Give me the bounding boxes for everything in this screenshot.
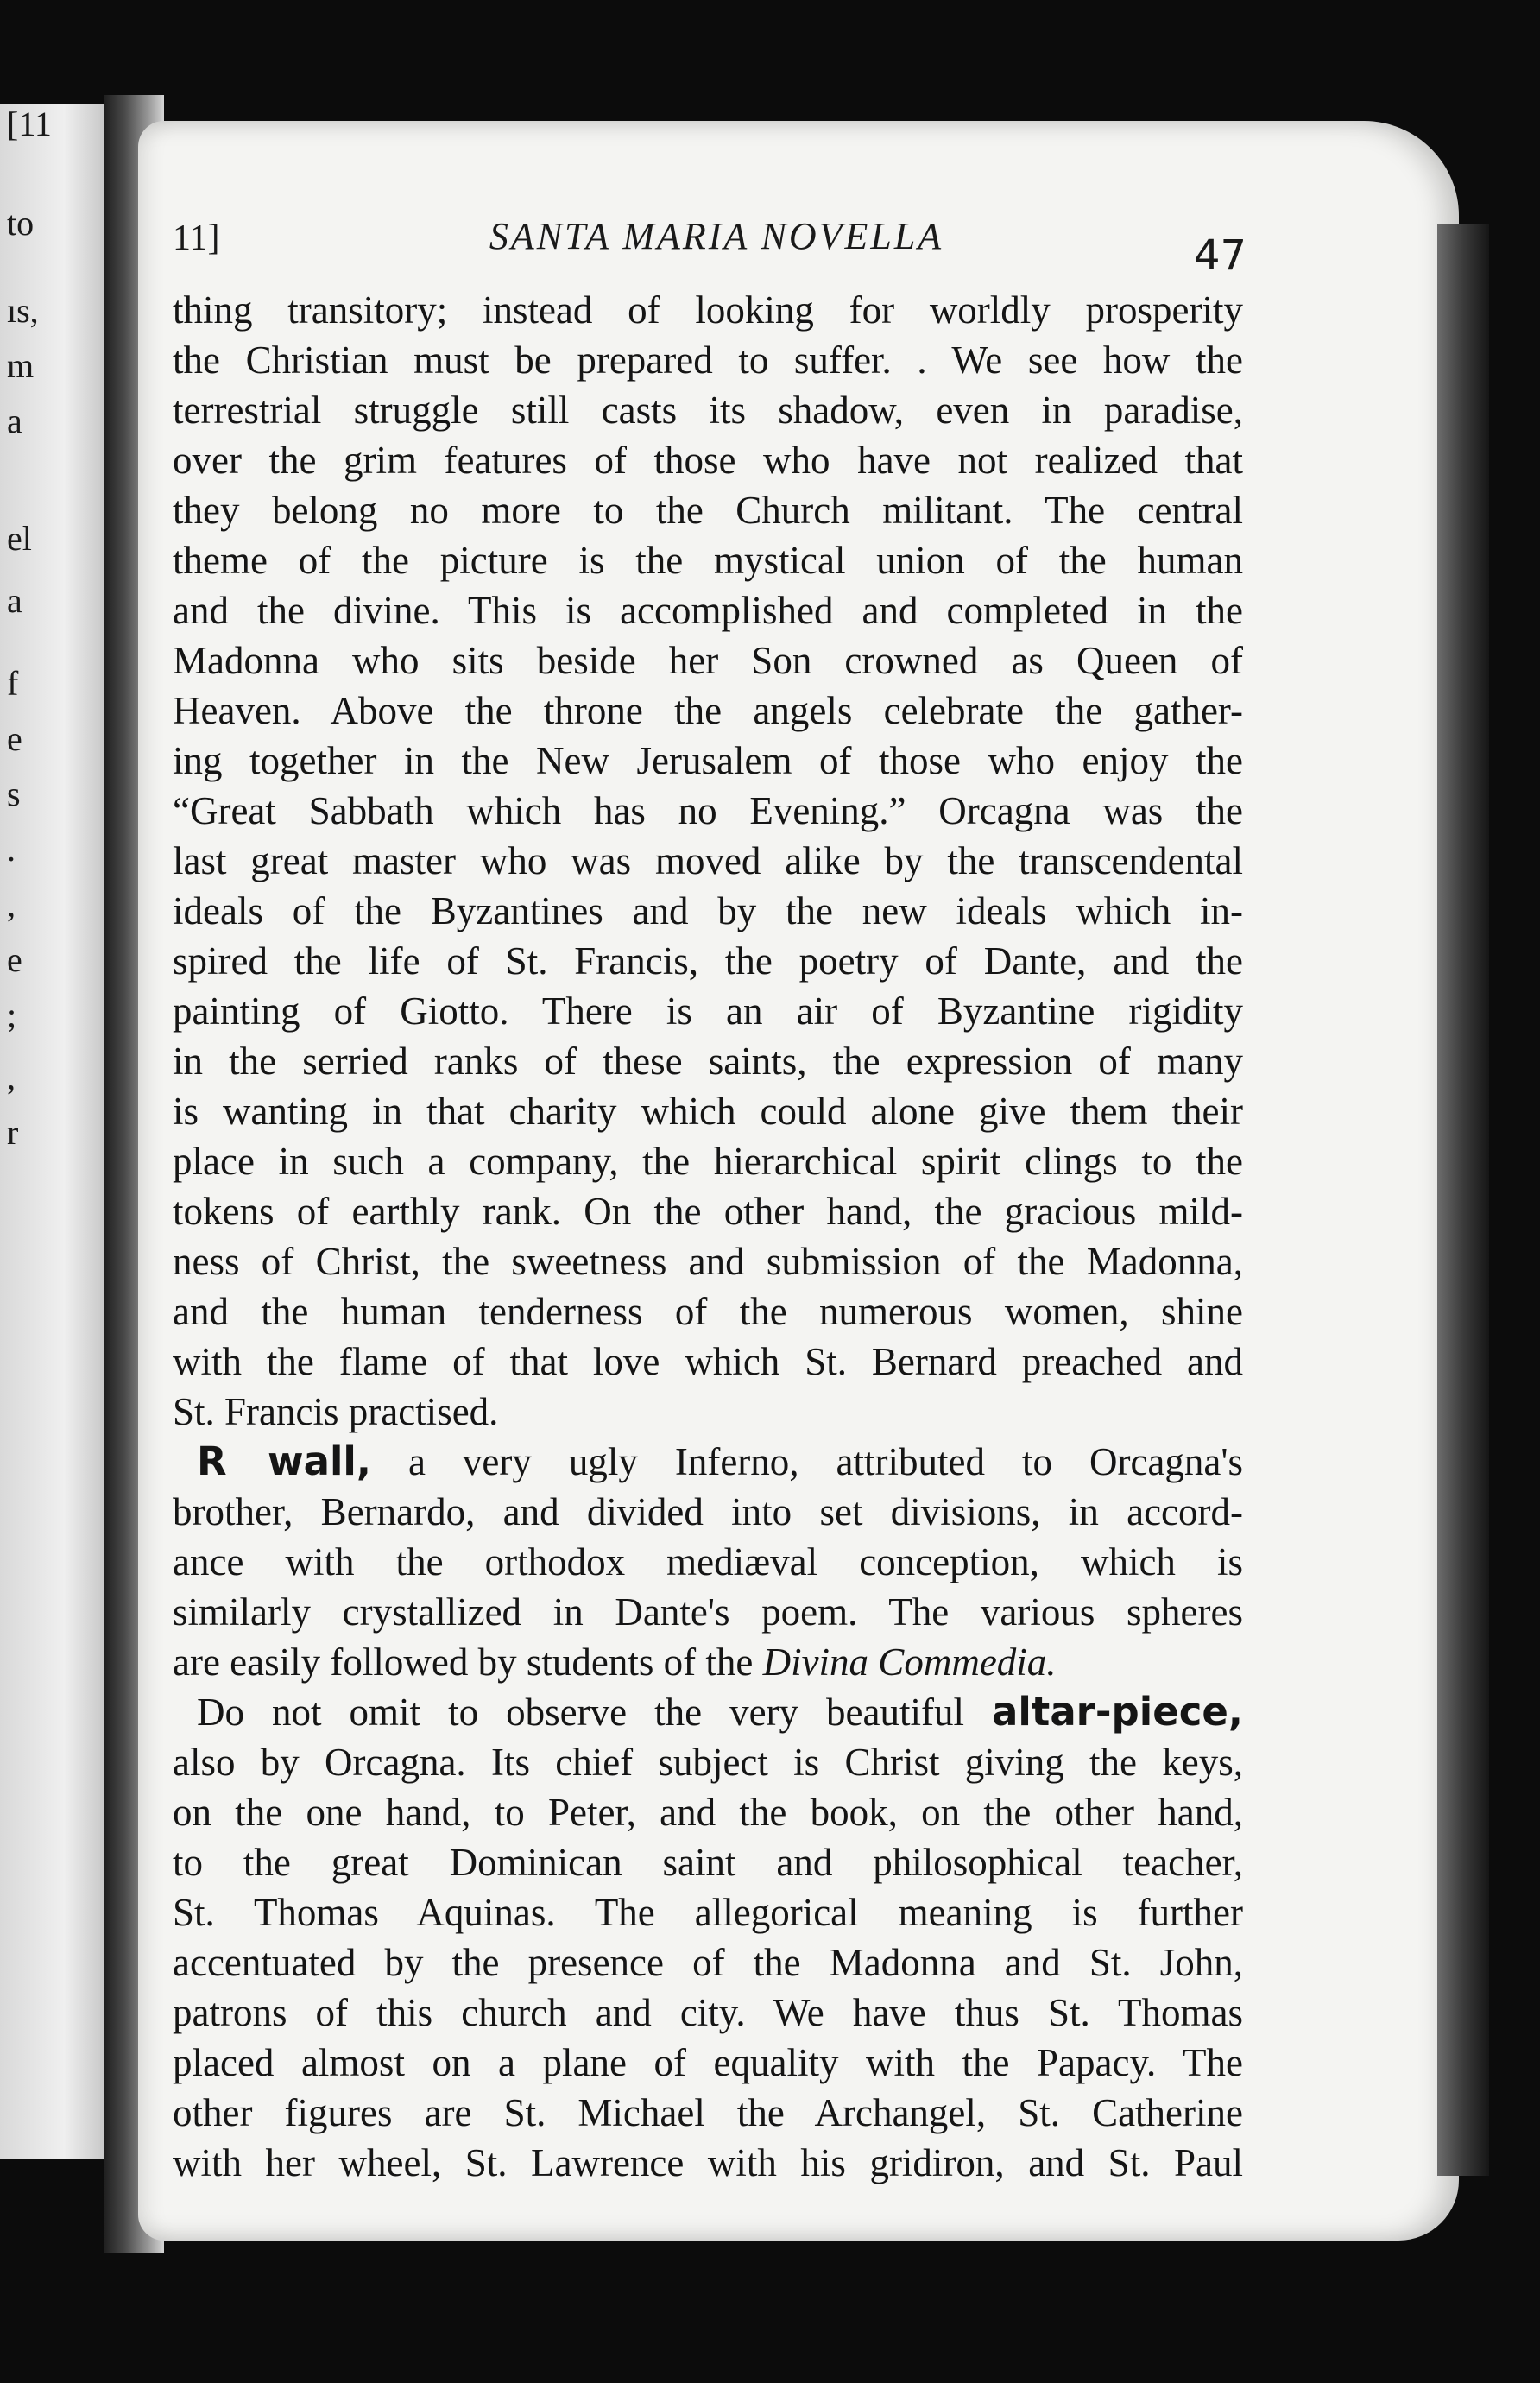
margin-fragment: el: [7, 519, 32, 558]
text-line: accentuated by the presence of the Madonna and St. John,: [173, 1941, 1243, 1984]
text-line: is wanting in that charity which could alone give them their: [173, 1090, 1243, 1133]
text-line: the Christian must be prepared to suffer. . We see how the: [173, 338, 1243, 382]
margin-fragment: ,: [7, 885, 16, 924]
text-line: patrons of this church and city. We have thus St. Thomas: [173, 1991, 1243, 2034]
text-line: thing transitory; instead of looking for worldly prosperity: [173, 288, 1243, 332]
margin-fragment: e: [7, 719, 22, 758]
margin-fragment: to: [7, 204, 35, 243]
running-header: [173, 214, 1260, 266]
section-number: 11]: [173, 218, 220, 258]
text-line: theme of the picture is the mystical union of the human: [173, 539, 1243, 582]
text-line: with her wheel, St. Lawrence with his gridiron, and St. Paul: [173, 2141, 1243, 2184]
text-line: they belong no more to the Church militant. The central: [173, 489, 1243, 532]
text-line: last great master who was moved alike by the transcendental: [173, 839, 1243, 882]
text-line: on the one hand, to Peter, and the book, on the other hand,: [173, 1791, 1243, 1834]
text-line: over the grim features of those who have not realized that: [173, 439, 1243, 482]
bold-lead-wall: R wall,: [197, 1438, 371, 1484]
margin-fragment: [11: [7, 104, 52, 143]
text-line: ideals of the Byzantines and by the new ideals which in-: [173, 889, 1243, 932]
text-line: in the serried ranks of these saints, the expression of many: [173, 1040, 1243, 1083]
text-line: are easily followed by students of the Divina Commedia.: [173, 1640, 1057, 1684]
text-line: spired the life of St. Francis, the poetry of Dante, and the: [173, 939, 1243, 983]
text-line: Madonna who sits beside her Son crowned as Queen of: [173, 639, 1243, 682]
paragraph-2: [173, 1437, 1243, 1687]
text-line: tokens of earthly rank. On the other hand, the gracious mild-: [173, 1190, 1243, 1233]
page-stack-edge: [1437, 224, 1489, 2176]
text-line: other figures are St. Michael the Archangel, St. Catherine: [173, 2091, 1243, 2134]
text-line: placed almost on a plane of equality with the Papacy. The: [173, 2041, 1243, 2084]
running-title: SANTA MARIA NOVELLA: [489, 215, 944, 257]
margin-fragment: m: [7, 346, 35, 385]
margin-fragment: ıs,: [7, 291, 39, 330]
margin-fragment: r: [7, 1113, 19, 1152]
page-number: 47: [1194, 231, 1247, 280]
text-line: to the great Dominican saint and philosophical teacher,: [173, 1841, 1243, 1884]
margin-fragment: ,: [7, 1058, 16, 1097]
text-line: ance with the orthodox mediæval conception, which is: [173, 1540, 1243, 1583]
margin-fragment: e: [7, 940, 22, 979]
italic-title: Divina Commedia.: [762, 1640, 1057, 1684]
margin-fragment: s: [7, 774, 21, 813]
margin-fragment: a: [7, 581, 22, 620]
text-line: brother, Bernardo, and divided into set divisions, in accord-: [173, 1490, 1243, 1533]
text-line: “Great Sabbath which has no Evening.” Orcagna was the: [173, 789, 1243, 832]
text-line: ing together in the New Jerusalem of those who enjoy the: [173, 739, 1243, 782]
paragraph-1: [173, 285, 1243, 1437]
text-line: with the flame of that love which St. Bernard preached and: [173, 1340, 1243, 1383]
text-line: terrestrial struggle still casts its shadow, even in paradise,: [173, 389, 1243, 432]
bold-altar-piece: altar-piece,: [992, 1689, 1243, 1735]
text-line: St. Francis practised.: [173, 1390, 499, 1433]
text-line: and the human tenderness of the numerous women, shine: [173, 1290, 1243, 1333]
body-text: [173, 285, 1243, 2188]
margin-fragment: f: [7, 664, 19, 703]
text-line: and the divine. This is accomplished and completed in the: [173, 589, 1243, 632]
margin-fragment: .: [7, 830, 16, 869]
text-line: similarly crystallized in Dante's poem. The various spheres: [173, 1590, 1243, 1634]
text-line: St. Thomas Aquinas. The allegorical meaning is further: [173, 1891, 1243, 1934]
text-line: also by Orcagna. Its chief subject is Christ giving the keys,: [173, 1741, 1243, 1784]
text-line: ness of Christ, the sweetness and submission of the Madonna,: [173, 1240, 1243, 1283]
text-line: Do not omit to observe the very beautiful altar-piece,: [197, 1689, 1243, 1735]
text-line: place in such a company, the hierarchical spirit clings to the: [173, 1140, 1243, 1183]
margin-fragment: ;: [7, 996, 17, 1034]
text-line: painting of Giotto. There is an air of Byzantine rigidity: [173, 989, 1243, 1033]
margin-fragment: a: [7, 401, 22, 440]
text-line: Heaven. Above the throne the angels celebrate the gather-: [173, 689, 1243, 732]
text-line: R wall, a very ugly Inferno, attributed to Orcagna's: [197, 1438, 1243, 1484]
paragraph-3: [173, 1687, 1243, 2188]
